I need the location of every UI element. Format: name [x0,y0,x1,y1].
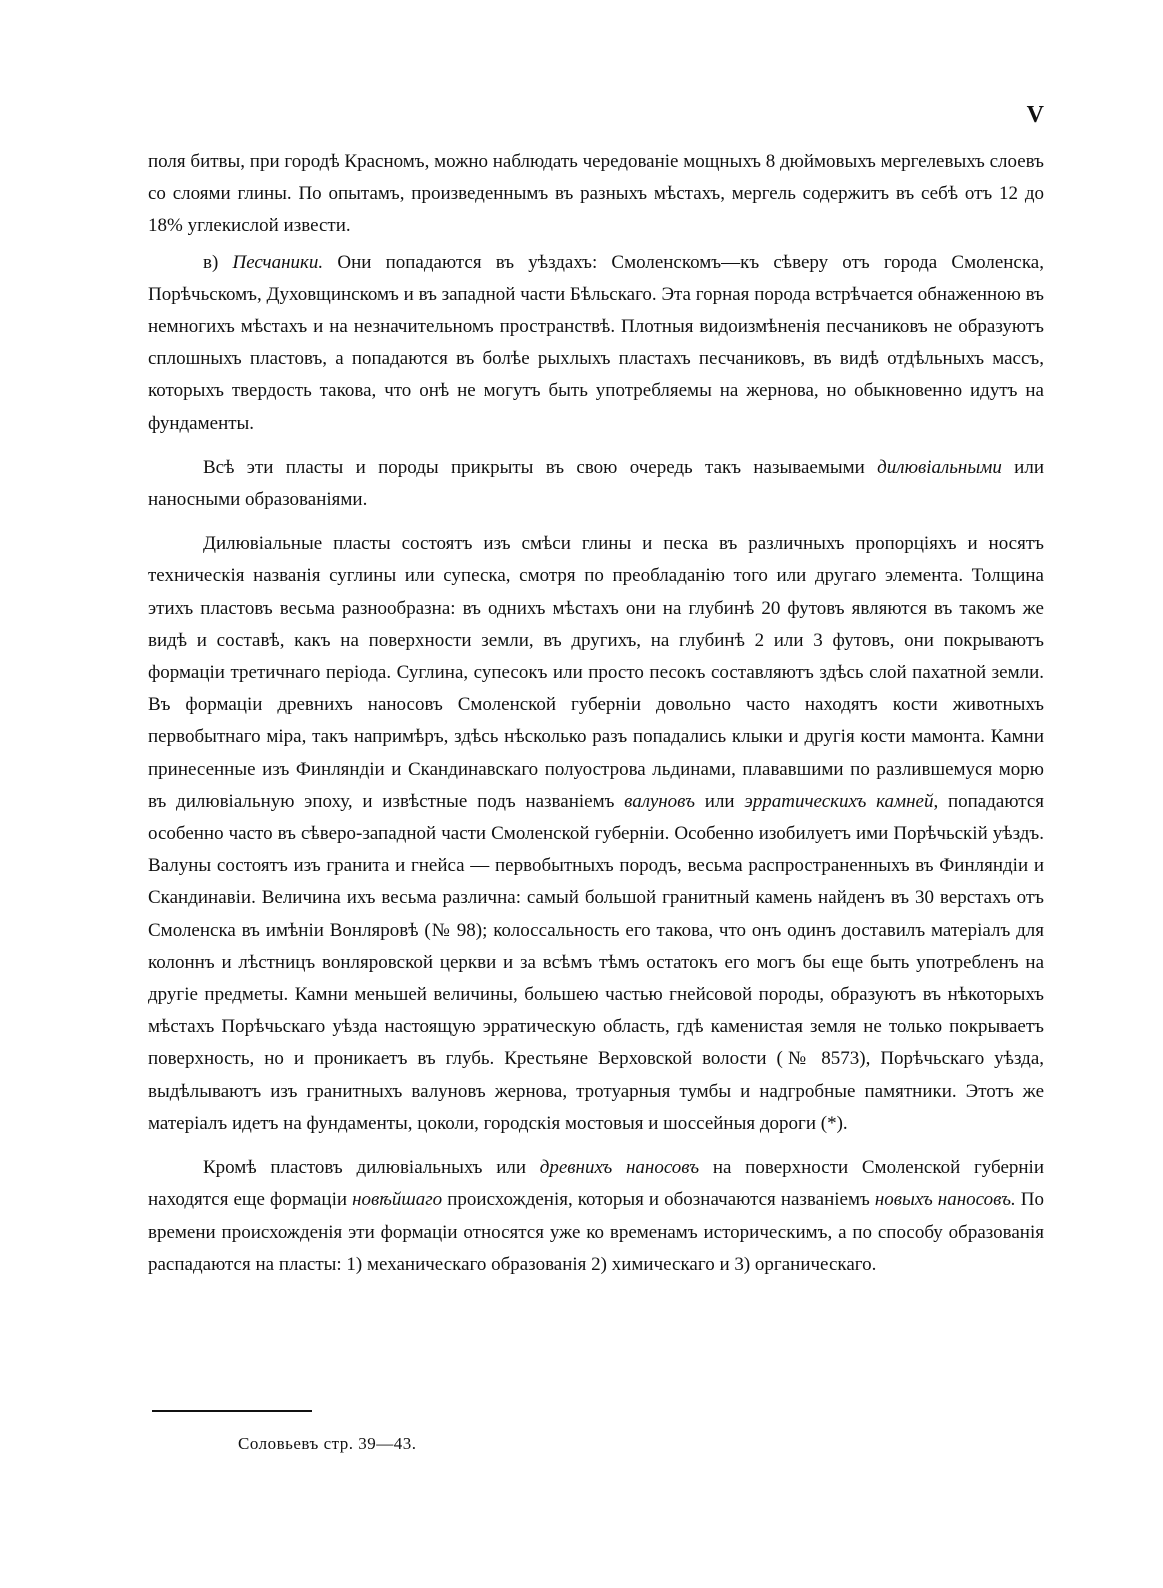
paragraph-sandstones [148,247,1044,440]
text-run: , попадаются особенно часто въ сѣверо-западной части Смоленской губерніи. Особенно изобилуетъ ими Порѣчьскій уѣздъ. Валуны состоятъ изъ гранита и гнейса — первобытныхъ породъ, весьма распространенныхъ въ Финляндіи и Скандинавіи. Величина ихъ весьма различна: самый большой гранитный камень найденъ въ 30 верстахъ отъ Смоленска въ имѣніи Вонляровѣ (№ 98); колоссальность его такова, что онъ одинъ доставилъ матеріалъ для колоннъ и лѣстницъ вонляровской церкви и за всѣмъ тѣмъ остатокъ его могъ бы еще быть употребленъ на другіе предметы. Камни меньшей величины, большею частью гнейсовой породы, образуютъ въ нѣкоторыхъ мѣстахъ Порѣчьскаго уѣзда настоящую эрратическую область, гдѣ каменистая земля не только покрываетъ поверхность, но и проникаетъ въ глубь. Крестьяне Верховской волости (№ 8573), Порѣчьскаго уѣзда, выдѣлываютъ изъ гранитныхъ валуновъ жернова, тротуарныя тумбы и надгробные памятники. Этотъ же матеріалъ идетъ на фундаменты, цоколи, городскія мостовыя и шоссейныя дороги (*). [148,790,1044,1134]
text-run: происхожденія, которыя и обозначаются названіемъ [442,1189,875,1211]
footnote-divider [152,1410,312,1412]
text-run: Кромѣ пластовъ дилювіальныхъ или [203,1157,540,1179]
paragraph-marl [148,146,1044,243]
text-run: или наносными образованіями. [148,456,1044,511]
italic-term: Песчаники. [232,251,324,273]
text-run: Дилювіальные пласты состоятъ изъ смѣси глины и песка въ различныхъ пропорціяхъ и носятъ техническія названія суглины или супеска, смотря по преобладанію того или другаго элемента. Толщина этихъ пластовъ весьма разнообразна: въ однихъ мѣстахъ они на глубинѣ 20 футовъ являются въ такомъ же видѣ и составѣ, какъ на поверхности земли, въ другихъ, на глубинѣ 2 или 3 футовъ, они покрываютъ формаціи третичнаго періода. Суглина, супесокъ или просто песокъ составляютъ здѣсь слой пахатной земли. Въ формаціи древнихъ наносовъ Смоленской губерніи довольно часто находятъ кости животныхъ первобытнаго міра, такъ напримѣръ, здѣсь нѣсколько разъ попадались клыки и другія кости мамонта. Камни принесенные изъ Финляндіи и Скандинавскаго полуострова льдинами, плававшими по разлившемуся морю въ дилювіальную эпоху, и извѣстные подъ названіемъ [148,533,1044,812]
text-run: на поверхности Смоленской губерніи находятся еще формаціи [148,1157,1044,1211]
text-run: По времени происхожденія эти формаціи относятся уже ко временамъ историческимъ, а по способу образованія распадаются на пласты: 1) механическаго образованія 2) химическаго и 3) органическаго. [148,1189,1044,1275]
page-number: V [1026,102,1045,128]
italic-term: древнихъ наносовъ [539,1157,700,1179]
paragraph-diluvial-layers [148,528,1044,1140]
italic-term: эрратическихъ камней [744,790,934,812]
paragraph-diluvial-cover [148,452,1044,516]
paragraph-new-deposits [148,1152,1044,1281]
italic-term: новыхъ наносовъ. [874,1189,1016,1211]
italic-term: новѣйшаго [352,1189,443,1211]
text-run: или [695,790,745,812]
text-run: Они попадаются въ уѣздахъ: Смоленскомъ—къ сѣверу отъ города Смоленска, Порѣчьскомъ, Духовщинскомъ и въ западной части Бѣльскаго. Эта горная порода встрѣчается обнаженною въ немногихъ мѣстахъ и на незначительномъ пространствѣ. Плотныя видоизмѣненія песчаниковъ не образуютъ сплошныхъ пластовъ, а попадаются въ болѣе рыхлыхъ пластахъ песчаниковъ, въ видѣ отдѣльныхъ массъ, которыхъ твердость такова, что онѣ не могутъ быть употребляемы на жернова, но обыкновенно идутъ на фундаменты. [148,251,1044,434]
text-run: поля битвы, при городѣ Красномъ, можно наблюдать чередованіе мощныхъ 8 дюймовыхъ мергелевыхъ слоевъ со слоями глины. По опытамъ, произведеннымъ въ разныхъ мѣстахъ, мергель содержитъ въ себѣ отъ 12 до 18% углекислой извести. [148,151,1044,237]
italic-term: дилювіальными [877,456,1002,478]
body-text [148,146,1044,1281]
text-run: в) [203,251,233,273]
text-run: Всѣ эти пласты и породы прикрыты въ свою очередь такъ называемыми [203,456,878,478]
footnote: Соловьевъ стр. 39—43. [238,1434,417,1453]
italic-term: валуновъ [624,790,696,812]
